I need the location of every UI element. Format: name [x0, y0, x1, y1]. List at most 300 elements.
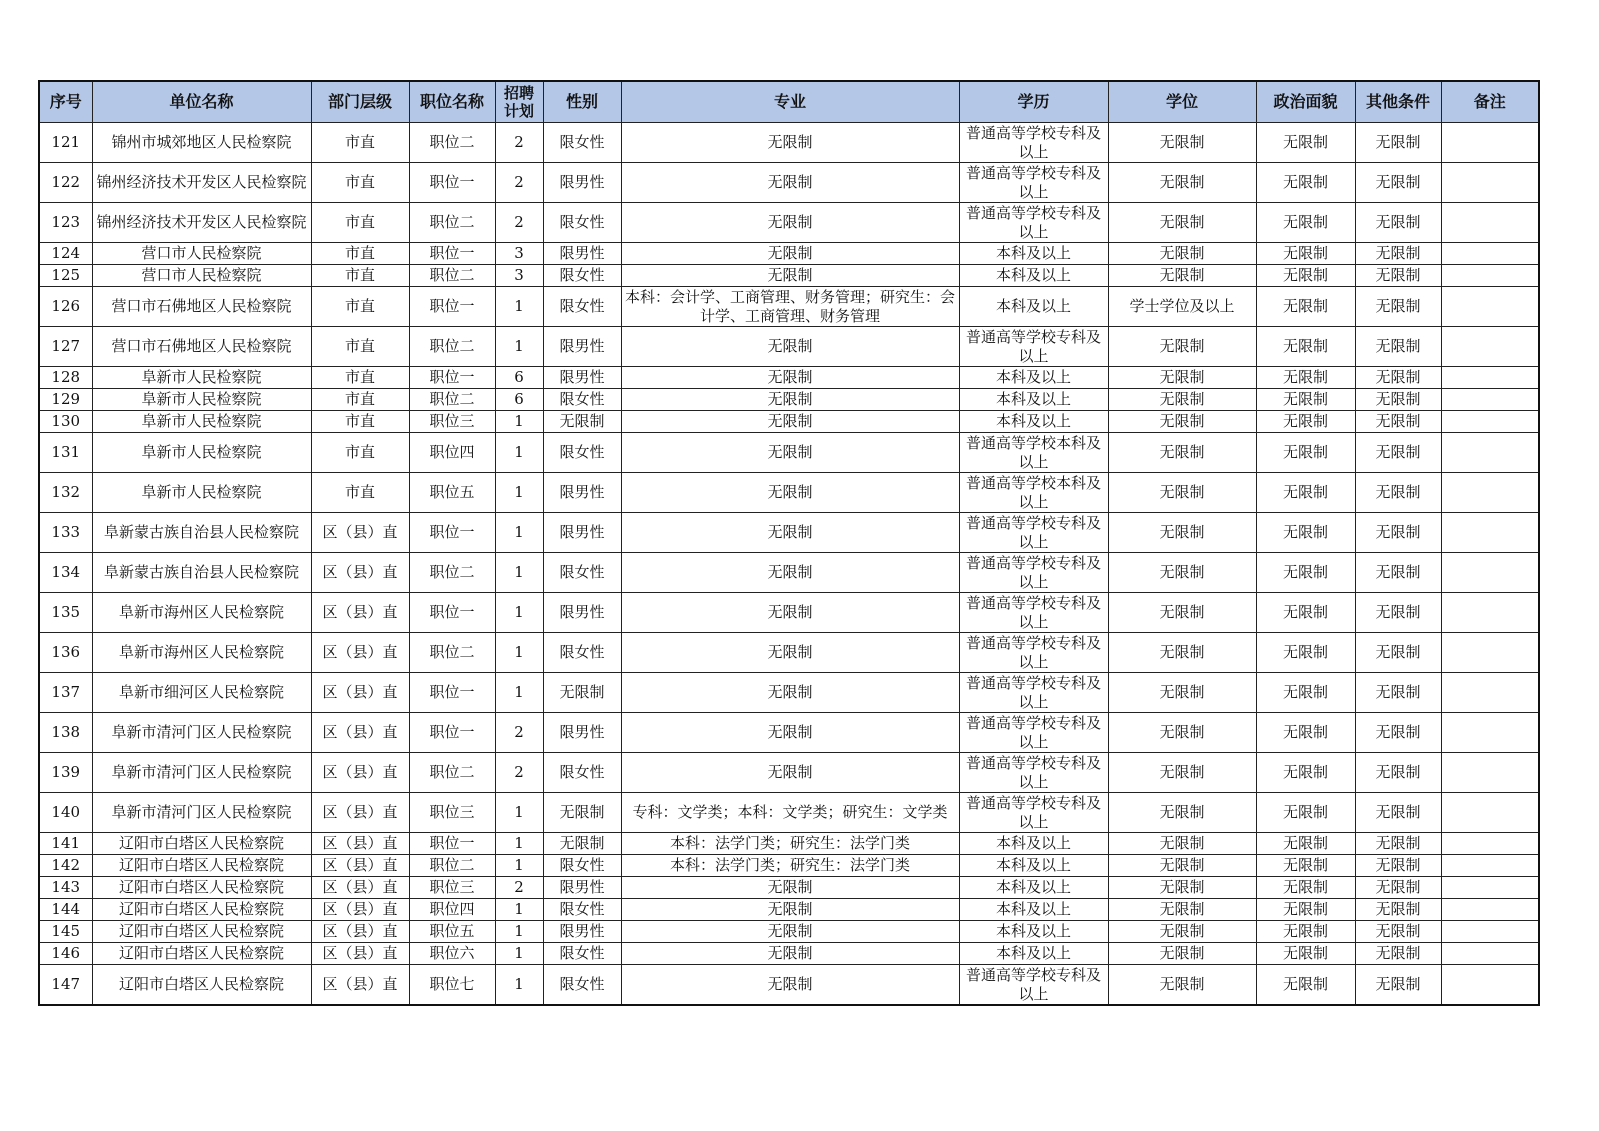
cell-remarks [1441, 243, 1539, 265]
cell-gender: 限男性 [543, 327, 621, 367]
table-row [39, 855, 1539, 877]
cell-major: 无限制 [621, 753, 959, 793]
cell-other: 无限制 [1355, 855, 1441, 877]
cell-political: 无限制 [1256, 877, 1355, 899]
cell-seq: 133 [39, 513, 92, 553]
cell-seq: 146 [39, 943, 92, 965]
cell-degree: 无限制 [1108, 855, 1256, 877]
cell-unit: 锦州经济技术开发区人民检察院 [92, 203, 311, 243]
table-row [39, 287, 1539, 327]
cell-degree: 无限制 [1108, 633, 1256, 673]
cell-plan: 2 [495, 877, 543, 899]
cell-plan: 1 [495, 793, 543, 833]
cell-education: 普通高等学校专科及以上 [959, 513, 1108, 553]
cell-political: 无限制 [1256, 633, 1355, 673]
cell-unit: 阜新市清河门区人民检察院 [92, 753, 311, 793]
table-row [39, 673, 1539, 713]
cell-unit: 阜新市人民检察院 [92, 389, 311, 411]
cell-other: 无限制 [1355, 433, 1441, 473]
cell-other: 无限制 [1355, 287, 1441, 327]
cell-position: 职位一 [409, 513, 495, 553]
cell-seq: 131 [39, 433, 92, 473]
cell-remarks [1441, 965, 1539, 1006]
cell-political: 无限制 [1256, 389, 1355, 411]
cell-plan: 1 [495, 899, 543, 921]
cell-seq: 137 [39, 673, 92, 713]
cell-plan: 2 [495, 713, 543, 753]
cell-position: 职位一 [409, 367, 495, 389]
cell-education: 普通高等学校专科及以上 [959, 553, 1108, 593]
cell-degree: 无限制 [1108, 265, 1256, 287]
cell-plan: 1 [495, 593, 543, 633]
cell-unit: 阜新市人民检察院 [92, 367, 311, 389]
cell-remarks [1441, 473, 1539, 513]
cell-unit: 锦州经济技术开发区人民检察院 [92, 163, 311, 203]
table-row [39, 411, 1539, 433]
cell-major: 本科：法学门类；研究生：法学门类 [621, 833, 959, 855]
cell-political: 无限制 [1256, 327, 1355, 367]
cell-political: 无限制 [1256, 553, 1355, 593]
cell-seq: 125 [39, 265, 92, 287]
cell-position: 职位二 [409, 553, 495, 593]
cell-gender: 限男性 [543, 877, 621, 899]
cell-unit: 辽阳市白塔区人民检察院 [92, 833, 311, 855]
cell-degree: 无限制 [1108, 921, 1256, 943]
table-row [39, 553, 1539, 593]
cell-major: 专科：文学类；本科：文学类；研究生：文学类 [621, 793, 959, 833]
cell-position: 职位三 [409, 877, 495, 899]
cell-unit: 营口市石佛地区人民检察院 [92, 287, 311, 327]
cell-political: 无限制 [1256, 713, 1355, 753]
cell-unit: 辽阳市白塔区人民检察院 [92, 921, 311, 943]
col-header-seq: 序号 [39, 81, 92, 123]
cell-seq: 134 [39, 553, 92, 593]
cell-political: 无限制 [1256, 899, 1355, 921]
cell-level: 区（县）直 [311, 921, 409, 943]
cell-unit: 阜新市清河门区人民检察院 [92, 713, 311, 753]
cell-position: 职位七 [409, 965, 495, 1006]
cell-gender: 限女性 [543, 433, 621, 473]
cell-gender: 限男性 [543, 163, 621, 203]
cell-plan: 3 [495, 265, 543, 287]
cell-other: 无限制 [1355, 265, 1441, 287]
cell-remarks [1441, 433, 1539, 473]
cell-education: 本科及以上 [959, 877, 1108, 899]
cell-political: 无限制 [1256, 965, 1355, 1006]
cell-political: 无限制 [1256, 123, 1355, 163]
cell-position: 职位一 [409, 287, 495, 327]
cell-other: 无限制 [1355, 833, 1441, 855]
cell-level: 区（县）直 [311, 855, 409, 877]
cell-remarks [1441, 203, 1539, 243]
cell-remarks [1441, 553, 1539, 593]
cell-gender: 限女性 [543, 943, 621, 965]
cell-other: 无限制 [1355, 921, 1441, 943]
cell-political: 无限制 [1256, 593, 1355, 633]
cell-major: 无限制 [621, 513, 959, 553]
cell-position: 职位二 [409, 123, 495, 163]
cell-education: 本科及以上 [959, 389, 1108, 411]
cell-remarks [1441, 367, 1539, 389]
cell-gender: 限男性 [543, 713, 621, 753]
cell-gender: 无限制 [543, 411, 621, 433]
table-row [39, 513, 1539, 553]
col-header-plan-line1: 招聘 [503, 84, 534, 102]
cell-position: 职位三 [409, 411, 495, 433]
cell-degree: 无限制 [1108, 965, 1256, 1006]
cell-education: 本科及以上 [959, 899, 1108, 921]
cell-unit: 阜新市人民检察院 [92, 473, 311, 513]
cell-position: 职位一 [409, 243, 495, 265]
cell-major: 无限制 [621, 553, 959, 593]
col-header-education: 学历 [959, 81, 1108, 123]
cell-other: 无限制 [1355, 753, 1441, 793]
cell-major: 无限制 [621, 163, 959, 203]
cell-major: 本科：会计学、工商管理、财务管理；研究生：会计学、工商管理、财务管理 [621, 287, 959, 327]
cell-unit: 辽阳市白塔区人民检察院 [92, 877, 311, 899]
cell-degree: 无限制 [1108, 367, 1256, 389]
cell-political: 无限制 [1256, 163, 1355, 203]
cell-other: 无限制 [1355, 243, 1441, 265]
cell-plan: 1 [495, 633, 543, 673]
cell-degree: 无限制 [1108, 793, 1256, 833]
cell-remarks [1441, 265, 1539, 287]
table-row [39, 965, 1539, 1006]
cell-plan: 2 [495, 203, 543, 243]
cell-degree: 无限制 [1108, 203, 1256, 243]
cell-level: 市直 [311, 327, 409, 367]
cell-seq: 142 [39, 855, 92, 877]
cell-other: 无限制 [1355, 673, 1441, 713]
cell-other: 无限制 [1355, 943, 1441, 965]
cell-education: 普通高等学校专科及以上 [959, 633, 1108, 673]
cell-position: 职位二 [409, 265, 495, 287]
cell-seq: 122 [39, 163, 92, 203]
cell-political: 无限制 [1256, 203, 1355, 243]
cell-plan: 1 [495, 921, 543, 943]
cell-major: 本科：法学门类；研究生：法学门类 [621, 855, 959, 877]
cell-political: 无限制 [1256, 473, 1355, 513]
cell-position: 职位五 [409, 921, 495, 943]
cell-level: 区（县）直 [311, 833, 409, 855]
cell-plan: 6 [495, 367, 543, 389]
col-header-level: 部门层级 [311, 81, 409, 123]
cell-level: 市直 [311, 473, 409, 513]
cell-gender: 限女性 [543, 753, 621, 793]
table-row [39, 713, 1539, 753]
cell-degree: 学士学位及以上 [1108, 287, 1256, 327]
cell-gender: 限男性 [543, 243, 621, 265]
cell-plan: 1 [495, 855, 543, 877]
table-row [39, 593, 1539, 633]
cell-remarks [1441, 921, 1539, 943]
cell-plan: 2 [495, 163, 543, 203]
cell-remarks [1441, 327, 1539, 367]
cell-plan: 1 [495, 965, 543, 1006]
cell-major: 无限制 [621, 265, 959, 287]
cell-plan: 2 [495, 753, 543, 793]
cell-level: 区（县）直 [311, 793, 409, 833]
cell-education: 普通高等学校专科及以上 [959, 593, 1108, 633]
table-row [39, 243, 1539, 265]
cell-other: 无限制 [1355, 553, 1441, 593]
cell-political: 无限制 [1256, 265, 1355, 287]
table-row [39, 633, 1539, 673]
cell-level: 市直 [311, 433, 409, 473]
cell-level: 区（县）直 [311, 713, 409, 753]
cell-position: 职位一 [409, 163, 495, 203]
cell-political: 无限制 [1256, 855, 1355, 877]
cell-plan: 1 [495, 287, 543, 327]
cell-degree: 无限制 [1108, 123, 1256, 163]
cell-unit: 阜新蒙古族自治县人民检察院 [92, 513, 311, 553]
cell-unit: 阜新市海州区人民检察院 [92, 593, 311, 633]
cell-other: 无限制 [1355, 327, 1441, 367]
cell-level: 区（县）直 [311, 899, 409, 921]
cell-other: 无限制 [1355, 411, 1441, 433]
cell-remarks [1441, 753, 1539, 793]
cell-major: 无限制 [621, 899, 959, 921]
cell-major: 无限制 [621, 673, 959, 713]
cell-remarks [1441, 411, 1539, 433]
cell-education: 普通高等学校本科及以上 [959, 473, 1108, 513]
cell-gender: 限女性 [543, 553, 621, 593]
cell-remarks [1441, 163, 1539, 203]
cell-degree: 无限制 [1108, 899, 1256, 921]
cell-plan: 3 [495, 243, 543, 265]
cell-position: 职位二 [409, 633, 495, 673]
cell-level: 区（县）直 [311, 877, 409, 899]
cell-remarks [1441, 713, 1539, 753]
table-row [39, 265, 1539, 287]
cell-education: 本科及以上 [959, 943, 1108, 965]
cell-political: 无限制 [1256, 411, 1355, 433]
cell-unit: 营口市石佛地区人民检察院 [92, 327, 311, 367]
cell-political: 无限制 [1256, 673, 1355, 713]
cell-plan: 6 [495, 389, 543, 411]
cell-level: 市直 [311, 123, 409, 163]
cell-seq: 129 [39, 389, 92, 411]
cell-other: 无限制 [1355, 793, 1441, 833]
cell-gender: 限男性 [543, 367, 621, 389]
cell-seq: 127 [39, 327, 92, 367]
cell-seq: 145 [39, 921, 92, 943]
cell-position: 职位四 [409, 899, 495, 921]
col-header-remarks: 备注 [1441, 81, 1539, 123]
cell-education: 本科及以上 [959, 855, 1108, 877]
cell-seq: 135 [39, 593, 92, 633]
table-row [39, 389, 1539, 411]
cell-unit: 辽阳市白塔区人民检察院 [92, 965, 311, 1006]
col-header-plan [495, 81, 543, 123]
cell-major: 无限制 [621, 943, 959, 965]
cell-unit: 阜新市人民检察院 [92, 411, 311, 433]
cell-seq: 143 [39, 877, 92, 899]
cell-plan: 1 [495, 833, 543, 855]
cell-political: 无限制 [1256, 753, 1355, 793]
table-header [39, 81, 1539, 123]
cell-position: 职位二 [409, 389, 495, 411]
cell-degree: 无限制 [1108, 943, 1256, 965]
cell-position: 职位二 [409, 203, 495, 243]
cell-position: 职位一 [409, 833, 495, 855]
cell-gender: 限女性 [543, 123, 621, 163]
cell-education: 普通高等学校专科及以上 [959, 123, 1108, 163]
cell-degree: 无限制 [1108, 411, 1256, 433]
cell-plan: 1 [495, 673, 543, 713]
cell-major: 无限制 [621, 389, 959, 411]
col-header-other: 其他条件 [1355, 81, 1441, 123]
cell-education: 普通高等学校专科及以上 [959, 753, 1108, 793]
cell-plan: 1 [495, 943, 543, 965]
cell-remarks [1441, 389, 1539, 411]
cell-remarks [1441, 855, 1539, 877]
cell-major: 无限制 [621, 633, 959, 673]
cell-education: 普通高等学校专科及以上 [959, 327, 1108, 367]
cell-gender: 限女性 [543, 855, 621, 877]
cell-unit: 阜新市人民检察院 [92, 433, 311, 473]
cell-gender: 限女性 [543, 899, 621, 921]
cell-remarks [1441, 943, 1539, 965]
cell-seq: 130 [39, 411, 92, 433]
cell-other: 无限制 [1355, 899, 1441, 921]
cell-seq: 132 [39, 473, 92, 513]
cell-position: 职位四 [409, 433, 495, 473]
recruitment-table [38, 80, 1540, 1006]
table-row [39, 203, 1539, 243]
table-row [39, 433, 1539, 473]
table-row [39, 877, 1539, 899]
cell-plan: 1 [495, 411, 543, 433]
cell-degree: 无限制 [1108, 243, 1256, 265]
cell-other: 无限制 [1355, 877, 1441, 899]
cell-degree: 无限制 [1108, 327, 1256, 367]
cell-seq: 136 [39, 633, 92, 673]
cell-political: 无限制 [1256, 943, 1355, 965]
cell-political: 无限制 [1256, 833, 1355, 855]
cell-major: 无限制 [621, 593, 959, 633]
cell-position: 职位一 [409, 673, 495, 713]
cell-level: 市直 [311, 287, 409, 327]
cell-major: 无限制 [621, 203, 959, 243]
cell-position: 职位五 [409, 473, 495, 513]
cell-education: 本科及以上 [959, 243, 1108, 265]
cell-gender: 无限制 [543, 793, 621, 833]
cell-gender: 限女性 [543, 265, 621, 287]
cell-seq: 138 [39, 713, 92, 753]
cell-other: 无限制 [1355, 713, 1441, 753]
cell-major: 无限制 [621, 411, 959, 433]
table-row [39, 899, 1539, 921]
cell-degree: 无限制 [1108, 877, 1256, 899]
cell-education: 本科及以上 [959, 367, 1108, 389]
cell-education: 普通高等学校专科及以上 [959, 673, 1108, 713]
col-header-political: 政治面貌 [1256, 81, 1355, 123]
cell-major: 无限制 [621, 433, 959, 473]
cell-remarks [1441, 633, 1539, 673]
cell-level: 市直 [311, 367, 409, 389]
cell-education: 本科及以上 [959, 833, 1108, 855]
cell-major: 无限制 [621, 877, 959, 899]
cell-seq: 147 [39, 965, 92, 1006]
cell-remarks [1441, 793, 1539, 833]
cell-unit: 营口市人民检察院 [92, 243, 311, 265]
cell-degree: 无限制 [1108, 513, 1256, 553]
cell-position: 职位二 [409, 327, 495, 367]
cell-other: 无限制 [1355, 593, 1441, 633]
cell-education: 本科及以上 [959, 265, 1108, 287]
cell-seq: 140 [39, 793, 92, 833]
cell-other: 无限制 [1355, 513, 1441, 553]
cell-other: 无限制 [1355, 203, 1441, 243]
cell-position: 职位一 [409, 713, 495, 753]
cell-level: 市直 [311, 389, 409, 411]
cell-unit: 辽阳市白塔区人民检察院 [92, 943, 311, 965]
cell-gender: 限女性 [543, 389, 621, 411]
cell-seq: 141 [39, 833, 92, 855]
cell-political: 无限制 [1256, 367, 1355, 389]
cell-plan: 1 [495, 513, 543, 553]
cell-degree: 无限制 [1108, 389, 1256, 411]
cell-degree: 无限制 [1108, 433, 1256, 473]
cell-education: 本科及以上 [959, 411, 1108, 433]
cell-level: 区（县）直 [311, 673, 409, 713]
table-row [39, 327, 1539, 367]
cell-remarks [1441, 833, 1539, 855]
cell-level: 市直 [311, 243, 409, 265]
cell-gender: 无限制 [543, 833, 621, 855]
cell-major: 无限制 [621, 367, 959, 389]
cell-level: 市直 [311, 265, 409, 287]
cell-level: 市直 [311, 411, 409, 433]
cell-gender: 无限制 [543, 673, 621, 713]
cell-degree: 无限制 [1108, 593, 1256, 633]
cell-gender: 限女性 [543, 203, 621, 243]
table-row [39, 921, 1539, 943]
cell-seq: 126 [39, 287, 92, 327]
cell-gender: 限男性 [543, 513, 621, 553]
cell-level: 区（县）直 [311, 593, 409, 633]
cell-unit: 阜新市清河门区人民检察院 [92, 793, 311, 833]
cell-remarks [1441, 673, 1539, 713]
cell-degree: 无限制 [1108, 553, 1256, 593]
cell-gender: 限男性 [543, 473, 621, 513]
cell-level: 区（县）直 [311, 633, 409, 673]
cell-level: 区（县）直 [311, 513, 409, 553]
cell-other: 无限制 [1355, 965, 1441, 1006]
cell-level: 区（县）直 [311, 753, 409, 793]
cell-position: 职位一 [409, 593, 495, 633]
cell-other: 无限制 [1355, 389, 1441, 411]
cell-plan: 1 [495, 433, 543, 473]
cell-major: 无限制 [621, 327, 959, 367]
cell-gender: 限女性 [543, 965, 621, 1006]
col-header-gender: 性别 [543, 81, 621, 123]
cell-seq: 124 [39, 243, 92, 265]
cell-seq: 139 [39, 753, 92, 793]
cell-degree: 无限制 [1108, 163, 1256, 203]
cell-unit: 辽阳市白塔区人民检察院 [92, 899, 311, 921]
cell-other: 无限制 [1355, 367, 1441, 389]
cell-remarks [1441, 899, 1539, 921]
cell-unit: 辽阳市白塔区人民检察院 [92, 855, 311, 877]
table-row [39, 833, 1539, 855]
table-row [39, 123, 1539, 163]
cell-gender: 限女性 [543, 633, 621, 673]
cell-unit: 阜新市细河区人民检察院 [92, 673, 311, 713]
cell-other: 无限制 [1355, 123, 1441, 163]
cell-political: 无限制 [1256, 513, 1355, 553]
